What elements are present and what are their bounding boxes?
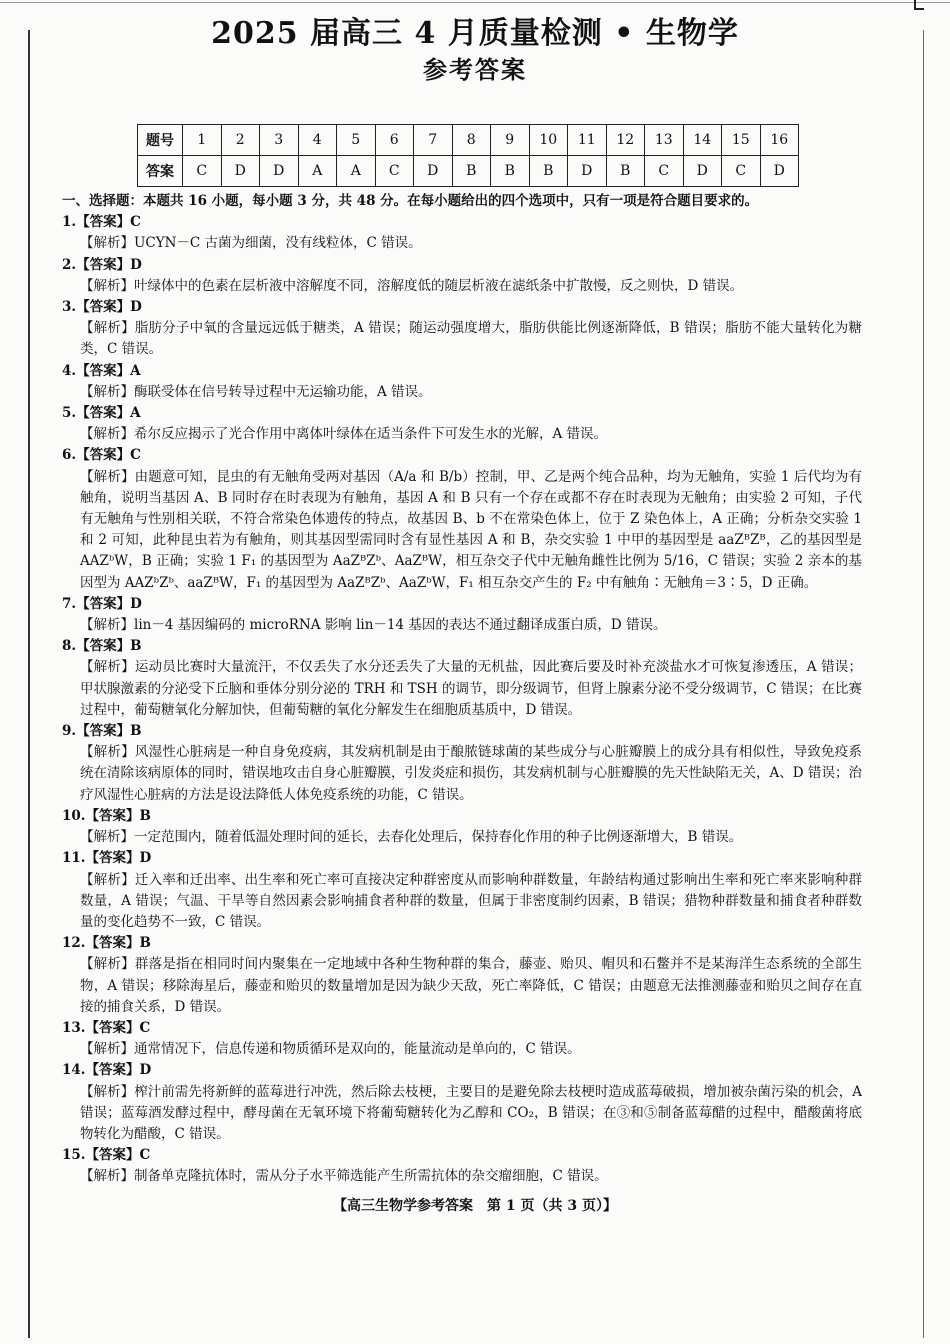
answer-cell: D xyxy=(760,156,799,187)
answer-cell: C xyxy=(722,156,761,187)
question-number-row xyxy=(138,125,799,156)
page-footer: 【高三生物学参考答案 第 1 页（共 3 页）】 xyxy=(333,1198,617,1214)
answer-cell: B xyxy=(529,156,568,187)
answer-cell: C xyxy=(375,156,414,187)
question-number-cell: 4 xyxy=(298,125,337,156)
answer-table xyxy=(137,124,799,187)
question-answer: 4.【答案】A xyxy=(62,362,141,379)
question-explanation: 【解析】通常情况下，信息传递和物质循环是双向的，能量流动是单向的，C 错误。 xyxy=(80,1041,581,1058)
answer-cell: B xyxy=(491,156,530,187)
question-answer: 8.【答案】B xyxy=(62,638,142,655)
question-explanation: 【解析】一定范围内，随着低温处理时间的延长，去春化处理后，保持春化作用的种子比例逐渐增大，B 错误。 xyxy=(80,829,743,846)
question-answer: 5.【答案】A xyxy=(62,405,141,422)
question-number-cell: 2 xyxy=(221,125,260,156)
question-explanation: 【解析】风湿性心脏病是一种自身免疫病，其发病机制是由于酿脓链球菌的某些成分与心脏瓣膜上的成分具有相似性，导致免疫系统在清除该病原体的同时，错误地攻击自身心脏瓣膜，引发炎症和损伤，其发病机制与心脏瓣膜的先天性缺陷无关，A、D 错误；治疗风湿性心脏病的方法是设法降低人体免疫系统的功能，C 错误。 xyxy=(80,744,862,803)
question-answer: 6.【答案】C xyxy=(62,447,141,464)
question-answer: 15.【答案】C xyxy=(62,1147,151,1164)
page-edge-left xyxy=(28,30,30,1338)
question-explanation: 【解析】UCYN－C 古菌为细菌，没有线粒体，C 错误。 xyxy=(80,235,422,252)
answer-row xyxy=(138,156,799,187)
question-answer: 7.【答案】D xyxy=(62,595,142,612)
question-number-cell: 3 xyxy=(260,125,299,156)
question-answer: 9.【答案】B xyxy=(62,723,142,740)
page-edge-right xyxy=(923,30,924,1338)
question-number-cell: 13 xyxy=(645,125,684,156)
question-explanation: 【解析】lin－4 基因编码的 microRNA 影响 lin－14 基因的表达不通过翻译成蛋白质，D 错误。 xyxy=(80,617,667,634)
question-explanation: 【解析】脂肪分子中氧的含量远远低于糖类，A 错误；随运动强度增大，脂肪供能比例逐渐降低，B 错误；脂肪不能大量转化为糖类，C 错误。 xyxy=(80,320,862,358)
question-number-cell: 12 xyxy=(606,125,645,156)
question-number-cell: 5 xyxy=(337,125,376,156)
page-edge-top xyxy=(0,2,950,3)
question-explanation: 【解析】由题意可知，昆虫的有无触角受两对基因（A/a 和 B/b）控制，甲、乙是两个纯合品种，均为无触角，实验 1 后代均为有触角，说明当基因 A、B 同时存在时表现为有触角，基因 A 和 B 只有一个存在或都不存在时表现为无触角；由实验 2 可知，子代有无触角与性别相关联，不符合常染色体遗传的特点，故基因 B、b 不在常染色体上，位于 Z 染色体上，A 正确；分析杂交实验 1 和 2 可知，此种昆虫若为有触角，则其基因型需同时含有显性基因 A 和 B，杂交实验 1 中甲的基因型是 aaZᴮZᴮ，乙的基因型是 AAZᵇW，B 正确；实验 1 F₁ 的基因型为 AaZᴮZᵇ、AaZᴮW，相互杂交子代中无触角雌性比例为 5/16，C 错误；实验 2 亲本的基因型为 AAZᵇZᵇ、aaZᴮW，F₁ 的基因型为 AaZᴮZᵇ、AaZᵇW，F₁ 相互杂交产生的 F₂ 中有触角∶无触角＝3∶5，D 正确。 xyxy=(80,468,862,591)
question-explanation: 【解析】迁入率和迁出率、出生率和死亡率可直接决定种群密度从而影响种群数量，年龄结构通过影响出生率和死亡率来影响种群数量，A 错误；气温、干旱等自然因素会影响捕食者种群的数量，但属于非密度制约因素，B 错误；猎物种群数量和捕食者种群数量的变化趋势不一致，C 错误。 xyxy=(80,871,862,930)
question-explanation: 【解析】酶联受体在信号转导过程中无运输功能，A 错误。 xyxy=(80,383,432,400)
answer-cell: D xyxy=(414,156,453,187)
page-title: 2025 届高三 4 月质量检测 • 生物学 xyxy=(211,16,739,51)
question-number-cell: 9 xyxy=(491,125,530,156)
answer-cell: D xyxy=(260,156,299,187)
question-explanation: 【解析】榨汁前需先将新鲜的蓝莓进行冲洗，然后除去枝梗，主要目的是避免除去枝梗时造成蓝莓破损，增加被杂菌污染的机会，A 错误；蓝莓酒发酵过程中，酵母菌在无氧环境下将葡萄糖转化为乙醇和 CO₂，B 错误；在③和⑤制备蓝莓醋的过程中，醋酸菌将底物转化为醋酸，C 错误。 xyxy=(80,1083,862,1142)
question-number-cell: 11 xyxy=(568,125,607,156)
question-explanation: 【解析】群落是指在相同时间内聚集在一定地域中各种生物种群的集合，藤壶、贻贝、帽贝和石鳖并不是某海洋生态系统的全部生物，A 错误；移除海星后，藤壶和贻贝的数量增加是因为缺少天敌，死亡率降低，C 错误；由题意无法推测藤壶和贻贝之间存在直接的捕食关系，D 错误。 xyxy=(80,956,862,1015)
row-label-number: 题号 xyxy=(138,125,183,156)
question-explanation: 【解析】叶绿体中的色素在层析液中溶解度不同，溶解度低的随层析液在滤纸条中扩散慢，反之则快，D 错误。 xyxy=(80,277,744,294)
answer-cell: C xyxy=(183,156,222,187)
answer-cell: A xyxy=(298,156,337,187)
question-answer: 1.【答案】C xyxy=(62,214,141,231)
question-explanation: 【解析】运动员比赛时大量流汗，不仅丢失了水分还丢失了大量的无机盐，因此赛后要及时补充淡盐水才可恢复渗透压，A 错误；甲状腺激素的分泌受下丘脑和垂体分别分泌的 TRH 和 TSH 的调节，即分级调节，但肾上腺素分泌不受分级调节，C 错误；在比赛过程中，葡萄糖氧化分解加快，但葡萄糖的氧化分解发生在细胞质基质中，D 错误。 xyxy=(80,659,862,718)
question-answer: 13.【答案】C xyxy=(62,1019,151,1036)
answer-cell: C xyxy=(645,156,684,187)
question-number-cell: 7 xyxy=(414,125,453,156)
question-number-cell: 6 xyxy=(375,125,414,156)
page-subtitle: 参考答案 xyxy=(423,55,527,84)
answer-cell: A xyxy=(337,156,376,187)
question-answer: 3.【答案】D xyxy=(62,299,142,316)
question-answer: 10.【答案】B xyxy=(62,807,151,824)
row-label-answer: 答案 xyxy=(138,156,183,187)
answer-cell: D xyxy=(568,156,607,187)
question-answer: 14.【答案】D xyxy=(62,1062,152,1079)
question-answer: 2.【答案】D xyxy=(62,256,142,273)
answer-content xyxy=(62,191,862,1188)
section-heading: 一、选择题：本题共 16 小题，每小题 3 分，共 48 分。在每小题给出的四个选项中，只有一项是符合题目要求的。 xyxy=(62,193,759,209)
question-number-cell: 14 xyxy=(683,125,722,156)
question-explanation: 【解析】制备单克隆抗体时，需从分子水平筛选能产生所需抗体的杂交瘤细胞，C 错误。 xyxy=(80,1168,608,1185)
answer-cell: B xyxy=(452,156,491,187)
answer-cell: D xyxy=(221,156,260,187)
question-number-cell: 15 xyxy=(722,125,761,156)
question-number-cell: 1 xyxy=(183,125,222,156)
question-number-cell: 8 xyxy=(452,125,491,156)
question-number-cell: 16 xyxy=(760,125,799,156)
answer-cell: D xyxy=(683,156,722,187)
question-number-cell: 10 xyxy=(529,125,568,156)
question-answer: 12.【答案】B xyxy=(62,935,151,952)
question-explanation: 【解析】希尔反应揭示了光合作用中离体叶绿体在适当条件下可发生水的光解，A 错误。 xyxy=(80,426,608,443)
answer-cell: B xyxy=(606,156,645,187)
question-answer: 11.【答案】D xyxy=(62,850,152,867)
